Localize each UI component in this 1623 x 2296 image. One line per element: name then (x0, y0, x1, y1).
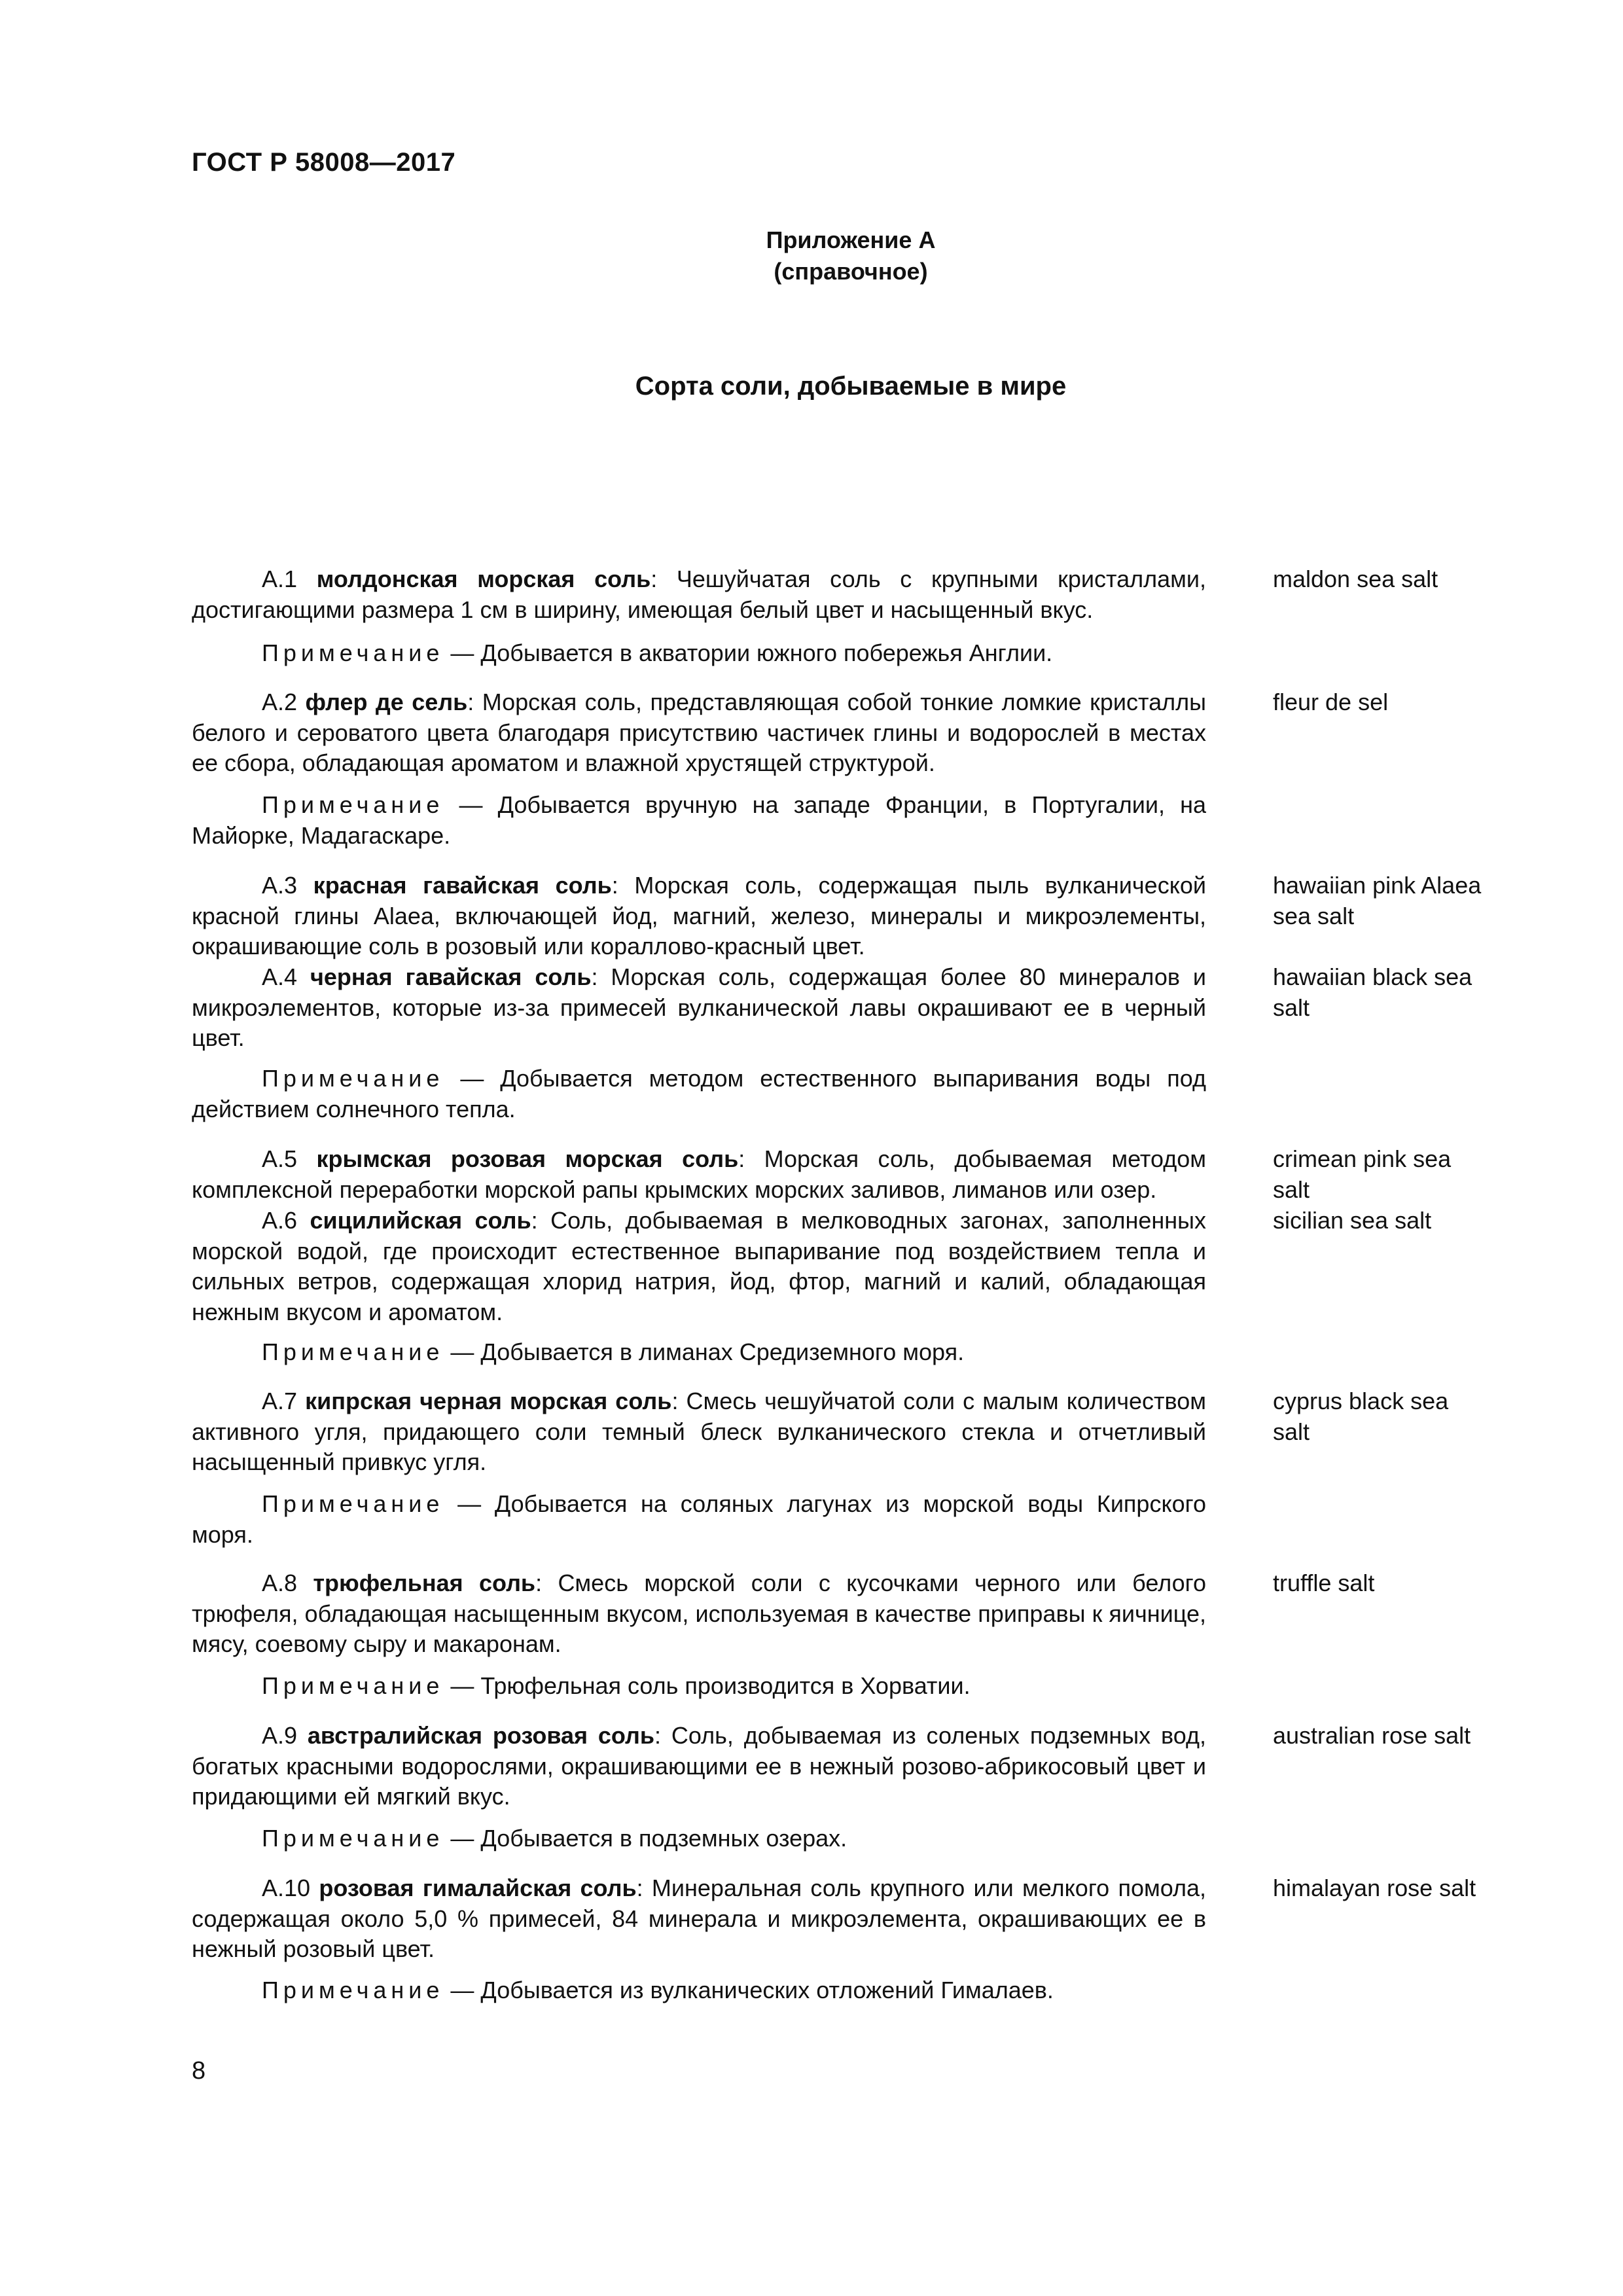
appendix-subtitle: (справочное) (774, 258, 928, 285)
english-term: maldon sea salt (1273, 565, 1438, 592)
english-term: cyprus black sea salt (1273, 1388, 1449, 1445)
term-definition: : Смесь чешуйчатой соли с малым количеством активного угля, придающего соли темный блеск вулканического стекла и отчетливый насыщенный привкус угля. (192, 1388, 1206, 1475)
term-name: сицилийская соль (310, 1207, 531, 1234)
term-entry-a6: А.6 сицилийская соль: Соль, добываемая в мелководных загонах, заполненных морской водой, где происходит естественное выпаривание под воздействием тепла и сильных ветров, содержащая хлорид натрия, йод, фтор, магний и калий, обладающая нежным вкусом и ароматом. (192, 1207, 1206, 1325)
note-text: Добывается на соляных лагунах из морской воды Кипрского моря. (192, 1490, 1206, 1548)
term-name: трюфельная соль (313, 1570, 536, 1596)
term-definition: : Морская соль, содержащая более 80 минералов и микроэлементов, которые из-за примесей вулканической лавы окрашивают ее в черный цвет. (192, 963, 1206, 1051)
term-entry-a2: А.2 флер де сель: Морская соль, представляющая собой тонкие ломкие кристаллы белого и сероватого цвета благодаря присутствию частичек глины и водорослей в местах ее сбора, обладающая ароматом и влажной хрустящей структурой. (192, 689, 1206, 776)
note: Примечание — Добывается из вулканических отложений Гималаев. (262, 1977, 1054, 2003)
english-term: fleur de sel (1273, 689, 1389, 715)
note-label: Примечание (262, 639, 444, 666)
english-term: hawaiian pink Alaea sea salt (1273, 872, 1482, 929)
term-definition: : Морская соль, содержащая пыль вулканической красной глины Alaea, включающей йод, магний, железо, минералы и микроэлементы, окрашивающие соль в розовый или кораллово-красный цвет. (192, 872, 1206, 960)
term-definition: : Морская соль, добываемая методом комплексной переработки морской рапы крымских морских заливов, лиманов или озер. (192, 1145, 1206, 1203)
english-term: sicilian sea salt (1273, 1207, 1432, 1234)
term-definition: : Минеральная соль крупного или мелкого помола, содержащая около 5,0 % примесей, 84 минерала и микроэлемента, окрашивающих ее в нежный розовый цвет. (192, 1874, 1206, 1962)
term-name: молдонская морская соль (316, 565, 651, 592)
note-text: Добывается вручную на западе Франции, в Португалии, на Майорке, Мадагаскаре. (192, 791, 1206, 849)
term-name: красная гавайская соль (313, 872, 612, 899)
note-label: Примечание (262, 791, 444, 818)
term-name: кипрская черная морская соль (305, 1388, 672, 1414)
document-code: ГОСТ Р 58008—2017 (192, 148, 456, 177)
term-definition: : Чешуйчатая соль с крупными кристаллами, достигающими размера 1 см в ширину, имеющая белый цвет и насыщенный вкус. (192, 565, 1206, 623)
note: Примечание — Добывается в лиманах Средиземного моря. (262, 1338, 965, 1365)
note-text: Добывается из вулканических отложений Гималаев. (480, 1977, 1054, 2003)
term-definition: : Соль, добываемая из соленых подземных вод, богатых красными водорослями, окрашивающими ее в нежный розово-абрикосовый цвет и придающими ей мягкий вкус. (192, 1722, 1206, 1810)
note-text: Добывается в лиманах Средиземного моря. (480, 1338, 965, 1365)
note-text: Добывается в акватории южного побережья Англии. (480, 639, 1053, 666)
note-label: Примечание (262, 1065, 444, 1092)
term-entry-a8: А.8 трюфельная соль: Смесь морской соли с кусочками черного или белого трюфеля, обладающая насыщенным вкусом, используемая в качестве приправы к яичнице, мясу, соевому сыру и макаронам. (192, 1570, 1206, 1657)
note-label: Примечание (262, 1825, 444, 1852)
term-name: флер де сель (305, 689, 468, 715)
section-title: Сорта соли, добываемые в мире (635, 372, 1067, 401)
note-label: Примечание (262, 1977, 444, 2003)
term-name: черная гавайская соль (310, 963, 592, 990)
term-name: розовая гималайская соль (319, 1874, 637, 1901)
appendix-heading (0, 224, 1623, 287)
term-definition: : Смесь морской соли с кусочками черного или белого трюфеля, обладающая насыщенным вкусом, используемая в качестве приправы к яичнице, мясу, соевому сыру и макаронам. (192, 1570, 1206, 1657)
term-entry-a4: А.4 черная гавайская соль: Морская соль, содержащая более 80 минералов и микроэлементов, которые из-за примесей вулканической лавы окрашивают ее в черный цвет. (192, 963, 1206, 1051)
term-entry-a5: А.5 крымская розовая морская соль: Морская соль, добываемая методом комплексной переработки морской рапы крымских морских заливов, лиманов или озер. (192, 1145, 1206, 1203)
note-label: Примечание (262, 1338, 444, 1365)
term-name: австралийская розовая соль (307, 1722, 655, 1749)
term-definition: : Морская соль, представляющая собой тонкие ломкие кристаллы белого и сероватого цвета благодаря присутствию частичек глины и водорослей в местах ее сбора, обладающая ароматом и влажной хрустящей структурой. (192, 689, 1206, 776)
note: Примечание — Добывается в акватории южного побережья Англии. (262, 639, 1053, 666)
note: Примечание — Добывается в подземных озерах. (262, 1825, 847, 1852)
page-number: 8 (192, 2057, 206, 2085)
english-term: australian rose salt (1273, 1722, 1471, 1749)
note: Примечание — Добывается вручную на западе Франции, в Португалии, на Майорке, Мадагаскаре. (192, 791, 1206, 849)
appendix-title: Приложение А (766, 226, 936, 253)
term-entry-a10: А.10 розовая гималайская соль: Минеральная соль крупного или мелкого помола, содержащая около 5,0 % примесей, 84 минерала и микроэлемента, окрашивающих ее в нежный розовый цвет. (192, 1874, 1206, 1962)
note: Примечание — Добывается методом естественного выпаривания воды под действием солнечного тепла. (192, 1065, 1206, 1122)
term-entry-a3: А.3 красная гавайская соль: Морская соль, содержащая пыль вулканической красной глины Alaea, включающей йод, магний, железо, минералы и микроэлементы, окрашивающие соль в розовый или кораллово-красный цвет. (192, 872, 1206, 960)
term-entry-a9: А.9 австралийская розовая соль: Соль, добываемая из соленых подземных вод, богатых красными водорослями, окрашивающими ее в нежный розово-абрикосовый цвет и придающими ей мягкий вкус. (192, 1722, 1206, 1810)
note-label: Примечание (262, 1672, 444, 1699)
note-label: Примечание (262, 1490, 444, 1517)
term-name: крымская розовая морская соль (316, 1145, 739, 1172)
english-term: hawaiian black sea salt (1273, 963, 1472, 1021)
term-entry-a1: А.1 молдонская морская соль: Чешуйчатая соль с крупными кристаллами, достигающими размера 1 см в ширину, имеющая белый цвет и насыщенный вкус. (192, 565, 1206, 623)
english-term: crimean pink sea salt (1273, 1145, 1452, 1203)
term-definition: : Соль, добываемая в мелководных загонах, заполненных морской водой, где происходит естественное выпаривание под воздействием тепла и сильных ветров, содержащая хлорид натрия, йод, фтор, магний и калий, обладающая нежным вкусом и ароматом. (192, 1207, 1206, 1325)
note: Примечание — Трюфельная соль производится в Хорватии. (262, 1672, 971, 1699)
english-term: himalayan rose salt (1273, 1874, 1476, 1901)
term-entry-a7: А.7 кипрская черная морская соль: Смесь чешуйчатой соли с малым количеством активного угля, придающего соли темный блеск вулканического стекла и отчетливый насыщенный привкус угля. (192, 1388, 1206, 1475)
note-text: Трюфельная соль производится в Хорватии. (480, 1672, 971, 1699)
note: Примечание — Добывается на соляных лагунах из морской воды Кипрского моря. (192, 1490, 1206, 1548)
note-text: Добывается в подземных озерах. (480, 1825, 847, 1852)
english-term: truffle salt (1273, 1570, 1375, 1596)
note-text: Добывается методом естественного выпаривания воды под действием солнечного тепла. (192, 1065, 1206, 1122)
